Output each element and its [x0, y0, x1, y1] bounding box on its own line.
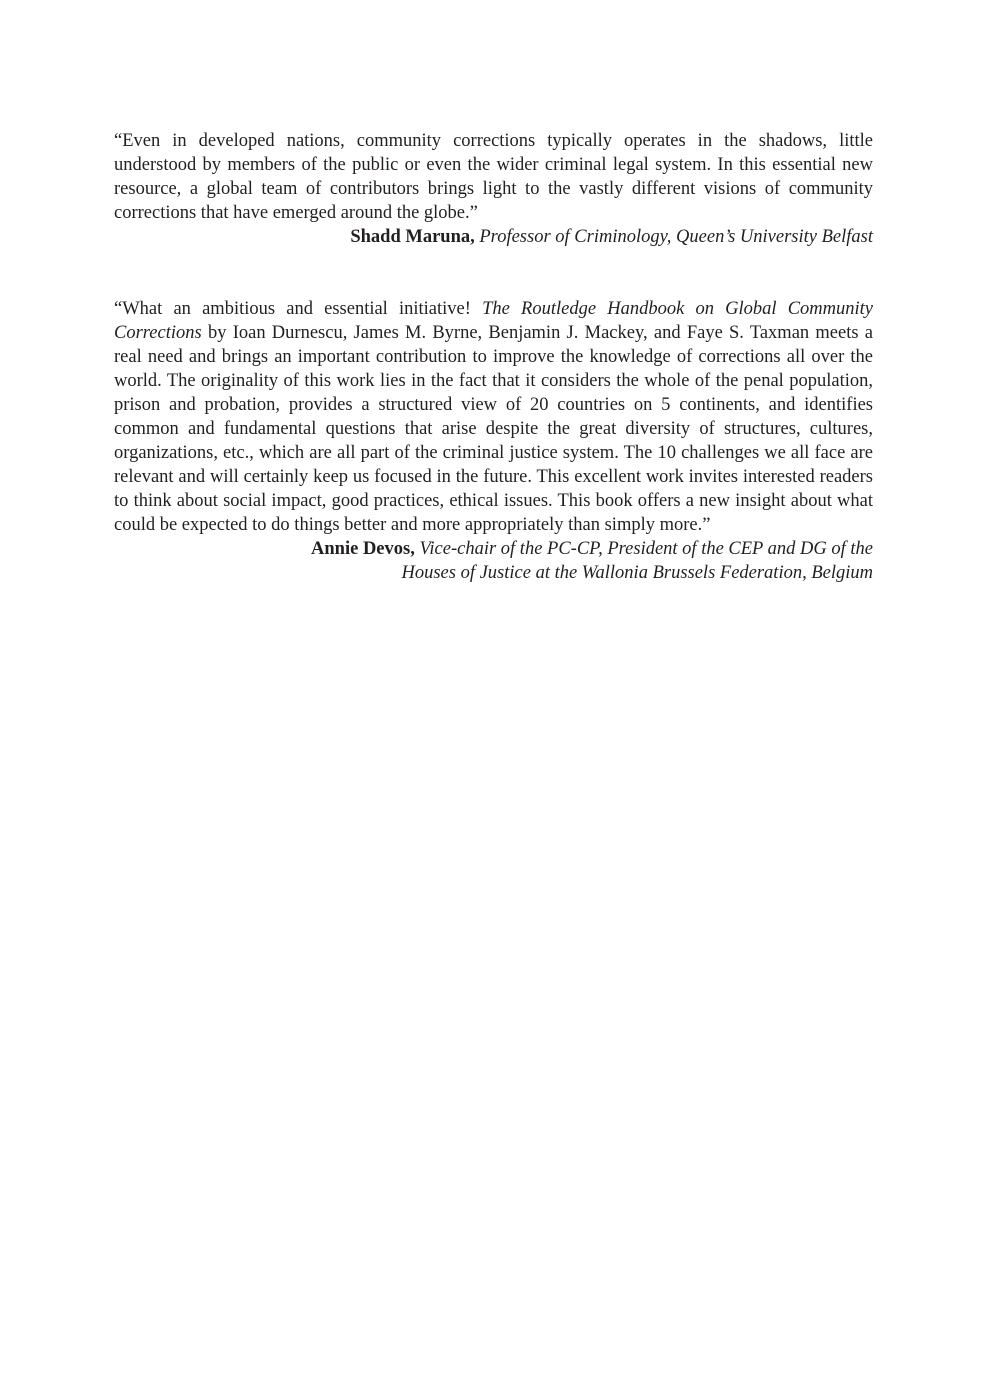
endorsement-attribution: [114, 225, 873, 249]
endorsement-attribution: [114, 537, 873, 585]
endorsement-author: Shadd Maruna,: [350, 227, 475, 247]
endorsement-affiliation: Professor of Criminology, Queen’s University Belfast: [479, 227, 873, 247]
endorsement-1: [114, 129, 873, 249]
endorsement-quote-intro: “What an ambitious and essential initiative!: [114, 299, 483, 319]
endorsement-quote: “Even in developed nations, community corrections typically operates in the shadows, little understood by members of the public or even the wider criminal legal system. In this essential new resource, a global team of contributors brings light to the vastly different visions of community corrections that have emerged around the globe.”: [114, 131, 873, 223]
endorsement-quote: [114, 297, 873, 537]
endorsement-affiliation-line-1: Vice-chair of the PC-CP, President of the CEP and DG of the: [419, 539, 873, 559]
book-title: The Routledge Handbook on Global Community Corrections: [114, 299, 874, 343]
endorsement-author: Annie Devos,: [311, 539, 415, 559]
endorsement-affiliation-line-2: Houses of Justice at the Wallonia Brussels Federation, Belgium: [401, 563, 873, 583]
endorsement-quote-rest: by Ioan Durnescu, James M. Byrne, Benjamin J. Mackey, and Faye S. Taxman meets a real need and brings an important contribution to improve the knowledge of corrections all over the world. The originality of this work lies in the fact that it considers the whole of the penal population, prison and probation, provides a structured view of 20 countries on 5 continents, and identifies common and fundamental questions that arise despite the great diversity of structures, cultures, organizations, etc., which are all part of the criminal justice system. The 10 challenges we all face are relevant and will certainly keep us focused in the future. This excellent work invites interested readers to think about social impact, good practices, ethical issues. This book offers a new insight about what could be expected to do things better and more appropriately than simply more.”: [114, 323, 873, 535]
endorsement-2: [114, 297, 873, 585]
